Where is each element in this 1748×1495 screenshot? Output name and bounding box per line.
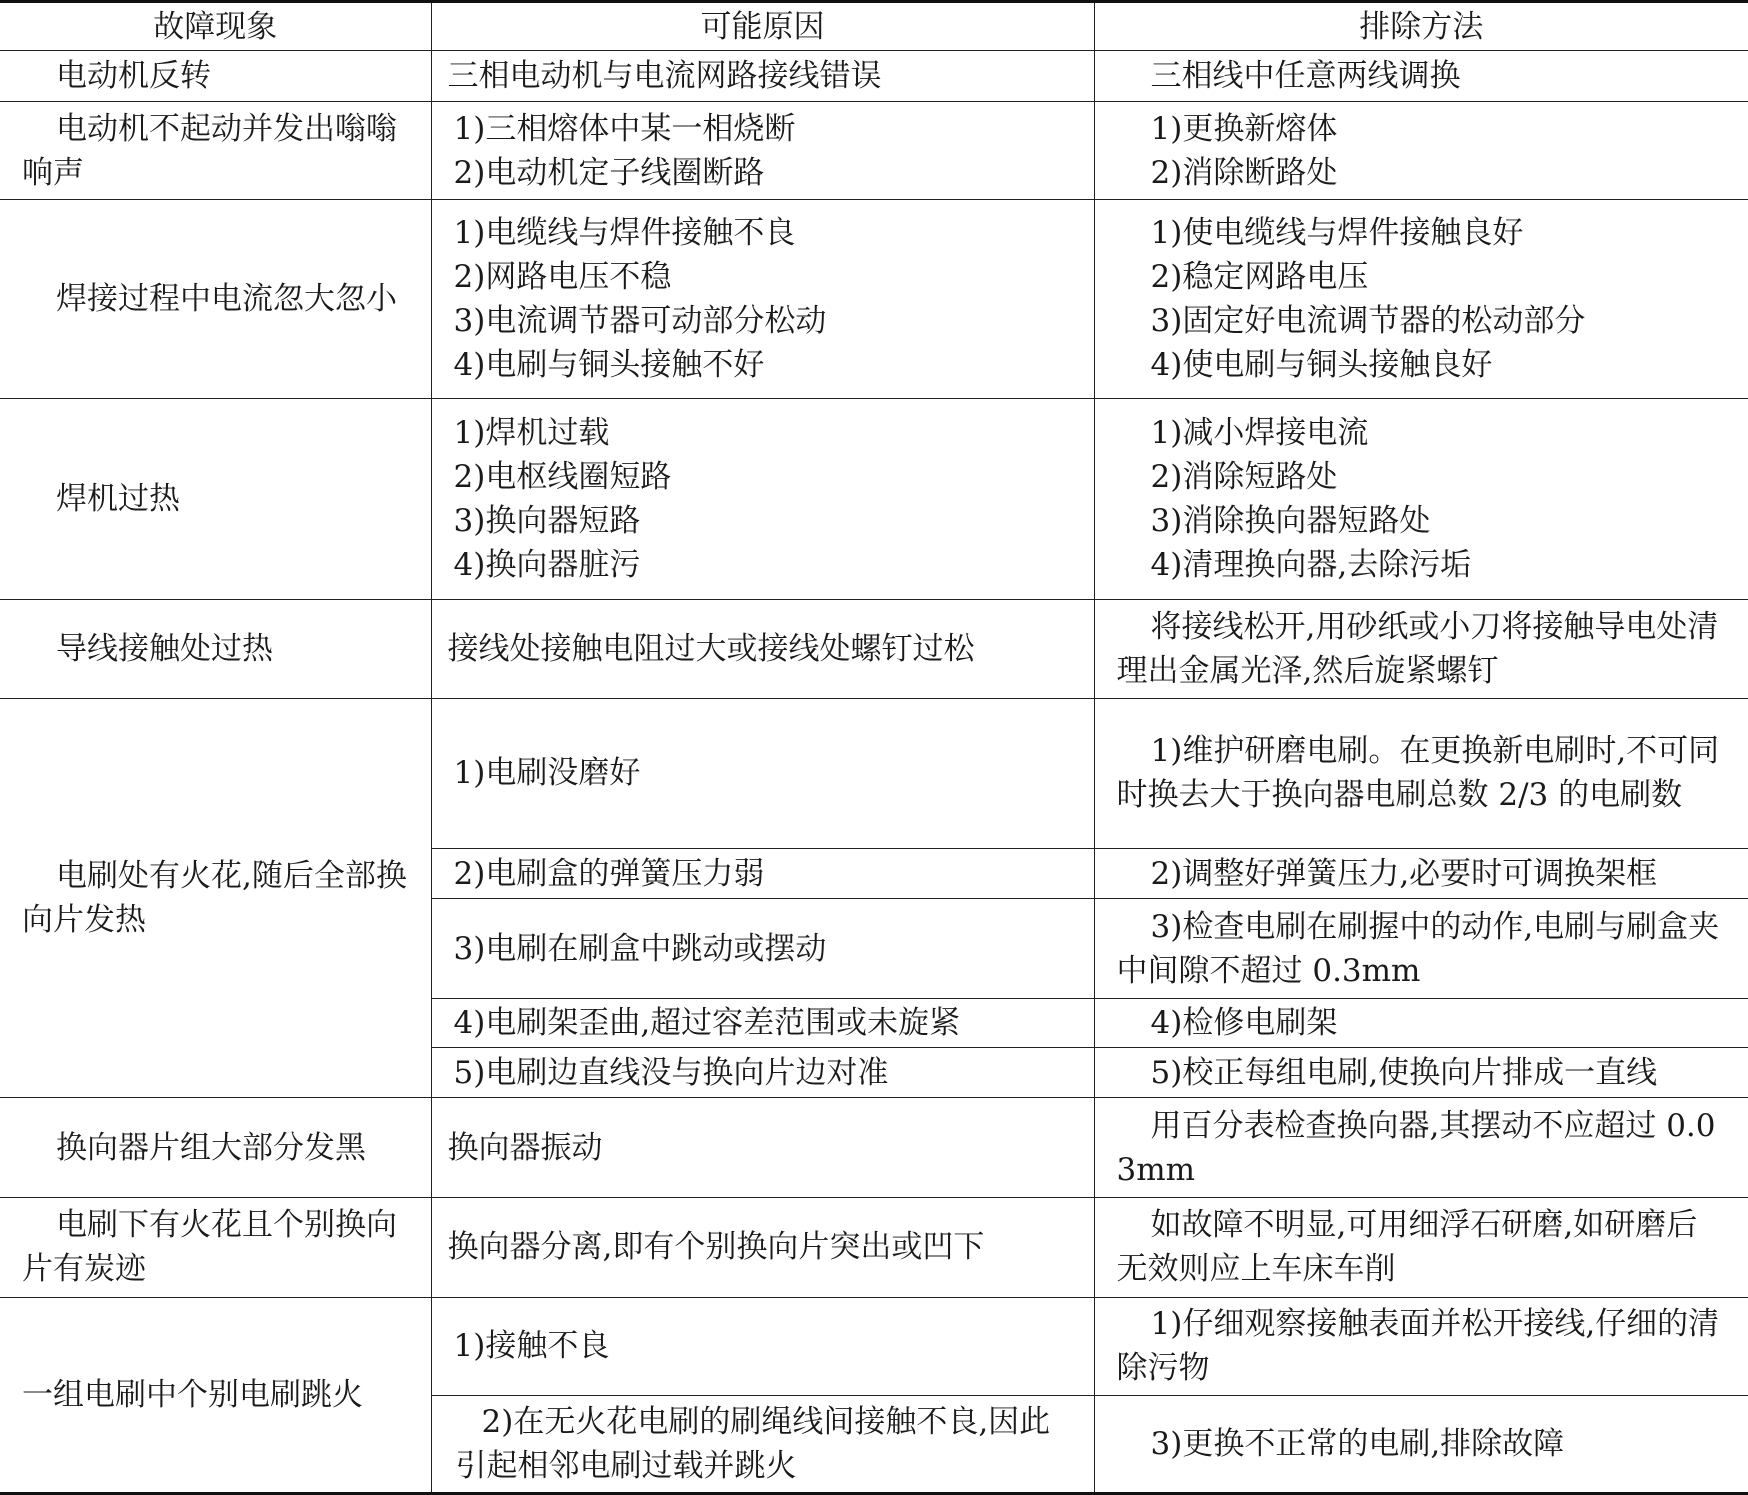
- remedy-line: 1)更换新熔体: [1150, 110, 1338, 147]
- remedy-cell: [1094, 199, 1748, 398]
- cause-line: 4)换向器脏污: [453, 547, 641, 584]
- remedy-cell: [1094, 1396, 1748, 1494]
- cause-line: 2)电枢线圈短路: [453, 459, 672, 496]
- cause-cell: [431, 899, 1094, 999]
- symptom-cell: [0, 699, 431, 1098]
- remedy-cell: [1094, 998, 1748, 1047]
- remedy-cell: [1094, 102, 1748, 200]
- remedy-line: 2)稳定网路电压: [1150, 259, 1369, 296]
- cause-line: 1)电缆线与焊件接触不良: [453, 215, 796, 252]
- table-row: [0, 399, 1748, 600]
- cause-text: 2)在无火花电刷的刷绳线间接触不良,因此引起相邻电刷过载并跳火: [455, 1404, 1051, 1485]
- cause-cell: [431, 399, 1094, 600]
- cause-line: 5)电刷边直线没与换向片边对准: [453, 1054, 889, 1091]
- cause-line: 1)焊机过载: [453, 415, 610, 452]
- remedy-cell: [1094, 1198, 1748, 1298]
- remedy-cell: [1094, 848, 1748, 898]
- symptom-text: 焊接过程中电流忽大忽小: [56, 281, 397, 318]
- symptom-cell: [0, 1098, 431, 1198]
- header-remedy: 排除方法: [1094, 2, 1748, 51]
- symptom-text: 电动机不起动并发出嗡嗡响声: [22, 110, 397, 191]
- table-row: [0, 1098, 1748, 1198]
- cause-cell: [431, 1396, 1094, 1494]
- remedy-cell: [1094, 1297, 1748, 1396]
- cause-cell: [431, 1198, 1094, 1298]
- cause-line: 三相电动机与电流网路接线错误: [447, 58, 882, 95]
- remedy-line: 1)减小焊接电流: [1150, 415, 1369, 452]
- cause-cell: [431, 1048, 1094, 1098]
- remedy-cell: [1094, 51, 1748, 102]
- cause-cell: [431, 102, 1094, 200]
- remedy-line: 4)清理换向器,去除污垢: [1150, 547, 1472, 584]
- remedy-cell: [1094, 1048, 1748, 1098]
- symptom-cell: [0, 1198, 431, 1298]
- symptom-cell: [0, 1297, 431, 1493]
- cause-cell: [431, 51, 1094, 102]
- cause-line: 4)电刷架歪曲,超过容差范围或未旋紧: [453, 1004, 961, 1041]
- symptom-text: 电刷处有火花,随后全部换向片发热: [22, 858, 407, 939]
- cause-line: 3)电流调节器可动部分松动: [453, 303, 827, 340]
- remedy-cell: [1094, 1098, 1748, 1198]
- cause-line: 3)换向器短路: [453, 503, 641, 540]
- table-row: [0, 102, 1748, 200]
- remedy-cell: [1094, 399, 1748, 600]
- remedy-cell: [1094, 600, 1748, 699]
- symptom-text: 电动机反转: [56, 58, 211, 95]
- remedy-cell: [1094, 699, 1748, 849]
- cause-cell: [431, 1098, 1094, 1198]
- table-row: [0, 600, 1748, 699]
- table-row: [0, 51, 1748, 102]
- remedy-line: 2)消除断路处: [1150, 154, 1338, 191]
- header-symptom: 故障现象: [0, 2, 431, 51]
- symptom-cell: [0, 199, 431, 398]
- cause-line: 3)电刷在刷盒中跳动或摆动: [453, 930, 827, 967]
- table-row: [0, 199, 1748, 398]
- remedy-text: 4)检修电刷架: [1150, 1004, 1338, 1041]
- remedy-line: 三相线中任意两线调换: [1150, 58, 1461, 95]
- remedy-cell: [1094, 899, 1748, 999]
- header-row: [0, 2, 1748, 51]
- remedy-line: 2)消除短路处: [1150, 459, 1338, 496]
- cause-line: 1)电刷没磨好: [453, 755, 641, 792]
- symptom-cell: [0, 51, 431, 102]
- remedy-text: 2)调整好弹簧压力,必要时可调换架框: [1150, 855, 1658, 892]
- cause-cell: [431, 600, 1094, 699]
- cause-cell: [431, 1297, 1094, 1396]
- cause-line: 2)电刷盒的弹簧压力弱: [453, 855, 765, 892]
- remedy-text: 用百分表检查换向器,其摆动不应超过 0.03mm: [1116, 1107, 1716, 1188]
- cause-line: 4)电刷与铜头接触不好: [453, 347, 765, 384]
- cause-line: 换向器分离,即有个别换向片突出或凹下: [447, 1229, 985, 1266]
- remedy-text: 如故障不明显,可用细浮石研磨,如研磨后无效则应上车床车削: [1116, 1207, 1698, 1288]
- remedy-text: 将接线松开,用砂纸或小刀将接触导电处清理出金属光泽,然后旋紧螺钉: [1116, 609, 1719, 690]
- remedy-line: 4)使电刷与铜头接触良好: [1150, 347, 1493, 384]
- remedy-text: 3)更换不正常的电刷,排除故障: [1150, 1426, 1565, 1463]
- symptom-text: 换向器片组大部分发黑: [56, 1129, 366, 1166]
- cause-line: 接线处接触电阻过大或接线处螺钉过松: [447, 631, 975, 668]
- remedy-text: 1)维护研磨电刷。在更换新电刷时,不可同时换去大于换向器电刷总数 2/3 的电刷数: [1116, 733, 1720, 814]
- table-row: [0, 699, 1748, 849]
- table-row: [0, 1198, 1748, 1298]
- cause-line: 1)三相熔体中某一相烧断: [453, 110, 796, 147]
- symptom-text: 导线接触处过热: [56, 631, 273, 668]
- cause-cell: [431, 699, 1094, 849]
- cause-cell: [431, 199, 1094, 398]
- cause-cell: [431, 998, 1094, 1047]
- remedy-line: 3)消除换向器短路处: [1150, 503, 1431, 540]
- cause-line: 2)电动机定子线圈断路: [453, 154, 765, 191]
- table-row: [0, 1297, 1748, 1396]
- remedy-text: 1)仔细观察接触表面并松开接线,仔细的清除污物: [1116, 1306, 1720, 1387]
- cause-line: 2)网路电压不稳: [453, 259, 672, 296]
- remedy-text: 5)校正每组电刷,使换向片排成一直线: [1150, 1054, 1658, 1091]
- symptom-text: 电刷下有火花且个别换向片有炭迹: [22, 1207, 397, 1288]
- remedy-text: 3)检查电刷在刷握中的动作,电刷与刷盒夹中间隙不超过 0.3mm: [1116, 908, 1720, 989]
- cause-line: 1)接触不良: [453, 1328, 610, 1365]
- symptom-text: 焊机过热: [56, 481, 180, 518]
- remedy-line: 3)固定好电流调节器的松动部分: [1150, 303, 1586, 340]
- symptom-text: 一组电刷中个别电刷跳火: [22, 1376, 363, 1413]
- symptom-cell: [0, 399, 431, 600]
- cause-line: 换向器振动: [447, 1129, 603, 1166]
- header-cause: 可能原因: [431, 2, 1094, 51]
- cause-cell: [431, 848, 1094, 898]
- remedy-line: 1)使电缆线与焊件接触良好: [1150, 215, 1524, 252]
- symptom-cell: [0, 600, 431, 699]
- symptom-cell: [0, 102, 431, 200]
